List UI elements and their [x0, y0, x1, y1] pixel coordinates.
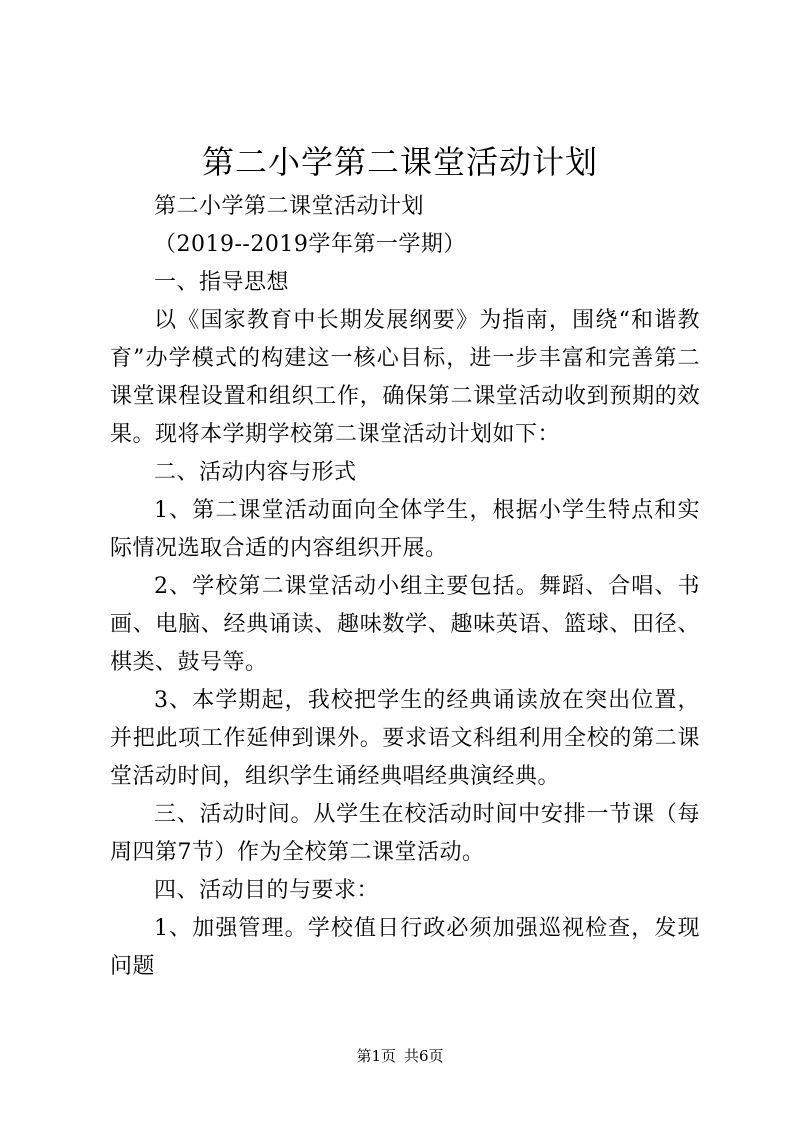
document-title: 第二小学第二课堂活动计划	[201, 143, 598, 181]
page-total: 共6页	[404, 1047, 444, 1065]
page-footer	[0, 1046, 800, 1066]
section-heading-guiding-idea: 一、指导思想	[154, 270, 290, 295]
paragraph-item-1: 1、第二课堂活动面向全体学生，根据小学生特点和实际情况选取合适的内容组织开展。	[110, 498, 700, 561]
paragraph-term: （2019--2019学年第一学期）	[154, 232, 466, 257]
section-heading-content-form: 二、活动内容与形式	[154, 460, 357, 485]
section-heading-activity-time: 三、活动时间。从学生在校活动时间中安排一节课（每周四第7节）作为全校第二课堂活动。	[110, 802, 700, 865]
section-heading-goals: 四、活动目的与要求：	[154, 878, 380, 903]
page-number: 第1页	[356, 1047, 396, 1065]
paragraph-item-3: 3、本学期起，我校把学生的经典诵读放在突出位置，并把此项工作延伸到课外。要求语文科组利用全校的第二课堂活动时间，组织学生诵经典唱经典演经典。	[110, 688, 700, 789]
paragraph-subtitle: 第二小学第二课堂活动计划	[154, 194, 425, 219]
paragraph-goals-item-1: 1、加强管理。学校值日行政必须加强巡视检查，发现问题	[110, 916, 700, 979]
paragraph-guiding-idea: 以《国家教育中长期发展纲要》为指南，围绕“和谐教育”办学模式的构建这一核心目标，进一步丰富和完善第二课堂课程设置和组织工作，确保第二课堂活动收到预期的效果。现将本学期学校第二课堂活动计划如下：	[110, 308, 700, 447]
document-body	[110, 188, 700, 986]
paragraph-item-2: 2、学校第二课堂活动小组主要包括。舞蹈、合唱、书画、电脑、经典诵读、趣味数学、趣味英语、篮球、田径、棋类、鼓号等。	[110, 574, 700, 675]
